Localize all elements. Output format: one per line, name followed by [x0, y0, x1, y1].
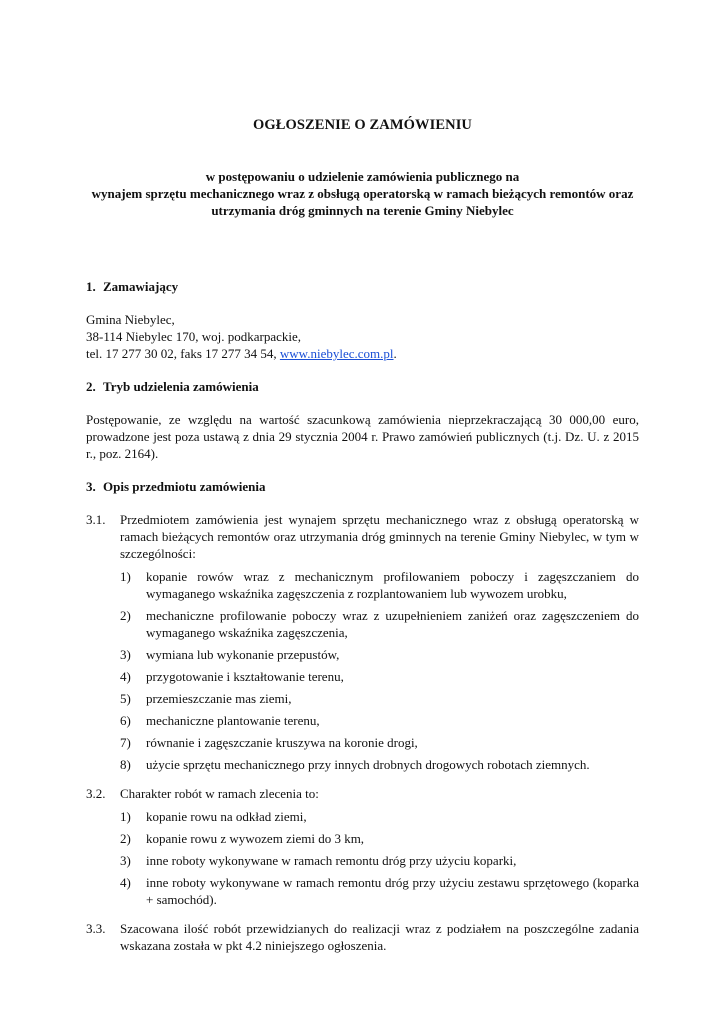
item-number: 3) [120, 647, 131, 662]
item-number: 4) [120, 669, 131, 684]
item-number: 8) [120, 757, 131, 772]
item-number: 7) [120, 735, 131, 750]
document-subtitle [80, 168, 645, 219]
list-item [120, 852, 639, 869]
subsection-text: Charakter robót w ramach zlecenia to: [120, 786, 319, 801]
section-heading-tryb [86, 378, 639, 395]
subtitle-line: utrzymania dróg gminnych na terenie Gminy Niebylec [211, 203, 514, 218]
list-item [120, 646, 639, 663]
subsection-3-2 [86, 785, 639, 913]
item-text: mechaniczne profilowanie poboczy wraz z uzupełnieniem zaniżeń oraz zagęszczeniem do wymaganego wskaźnika zagęszczenia, [146, 608, 639, 640]
subsection-number: 3.2. [86, 786, 106, 801]
section-number: 1. [86, 279, 96, 294]
list-item [120, 712, 639, 729]
procedure-mode-text: Postępowanie, ze względu na wartość szacunkową zamówienia nieprzekraczającą 30 000,00 euro, prowadzone jest poza ustawą z dnia 29 stycznia 2004 r. Prawo zamówień publicznych (t.j. Dz. U. z 2015 r., poz. 2164). [86, 412, 639, 461]
list-item [120, 756, 639, 773]
subsection-text: Szacowana ilość robót przewidzianych do realizacji wraz z podziałem na poszczególne zadania wskazana została w pkt 4.2 niniejszego ogłoszenia. [120, 921, 639, 953]
contact-phone-fax: tel. 17 277 30 02, faks 17 277 34 54, [86, 346, 280, 361]
subsection-number: 3.3. [86, 921, 106, 936]
item-text: inne roboty wykonywane w ramach remontu dróg przy użyciu zestawu sprzętowego (koparka + samochód). [146, 875, 639, 907]
item-text: kopanie rowów wraz z mechanicznym profilowaniem poboczy i zagęszczaniem do wymaganego wskaźnika zagęszczenia z rozplantowaniem lub wywozem urobku, [146, 569, 639, 601]
document-body [86, 278, 639, 967]
list-item [120, 668, 639, 685]
list-item [120, 568, 639, 602]
item-number: 2) [120, 831, 131, 846]
document-title: OGŁOSZENIE O ZAMÓWIENIU [252, 117, 473, 133]
subsection-3-1 [86, 511, 639, 778]
section-title: Opis przedmiotu zamówienia [103, 479, 266, 494]
item-text: przygotowanie i kształtowanie terenu, [146, 669, 344, 684]
contact-line [86, 345, 639, 362]
item-number: 1) [120, 569, 131, 584]
section-heading-zamawiajacy [86, 278, 639, 295]
section-number: 3. [86, 479, 96, 494]
item-number: 4) [120, 875, 131, 890]
subsection-text: Przedmiotem zamówienia jest wynajem sprzętu mechanicznego wraz z obsługą operatorską w ramach bieżących remontów oraz utrzymania dróg gminnych na terenie Gminy Niebylec, w tym w szczególności: [120, 512, 639, 561]
list-item [120, 874, 639, 908]
item-text: wymiana lub wykonanie przepustów, [146, 647, 340, 662]
item-text: równanie i zagęszczanie kruszywa na koronie drogi, [146, 735, 418, 750]
list-item [120, 808, 639, 825]
website-link[interactable]: www.niebylec.com.pl [279, 346, 394, 361]
subsection-3-3 [86, 920, 639, 960]
section-title: Zamawiający [103, 279, 179, 294]
list-item [120, 690, 639, 707]
scope-list [120, 568, 639, 773]
list-item [120, 607, 639, 641]
item-text: przemieszczanie mas ziemi, [146, 691, 292, 706]
item-number: 5) [120, 691, 131, 706]
item-text: kopanie rowu z wywozem ziemi do 3 km, [146, 831, 365, 846]
item-number: 1) [120, 809, 131, 824]
section-title: Tryb udzielenia zamówienia [103, 379, 259, 394]
item-text: kopanie rowu na odkład ziemi, [146, 809, 307, 824]
item-text: użycie sprzętu mechanicznego przy innych drobnych drogowych robotach ziemnych. [146, 757, 590, 772]
list-item [120, 830, 639, 847]
subsection-body [120, 785, 639, 913]
subsection-body [120, 511, 639, 778]
section-number: 2. [86, 379, 96, 394]
item-text: mechaniczne plantowanie terenu, [146, 713, 320, 728]
contracting-authority-address [86, 311, 639, 362]
item-number: 3) [120, 853, 131, 868]
contact-suffix: . [393, 346, 397, 361]
item-number: 2) [120, 608, 131, 623]
address-line: 38-114 Niebylec 170, woj. podkarpackie, [86, 329, 302, 344]
address-line: Gmina Niebylec, [86, 312, 175, 327]
subtitle-line: w postępowaniu o udzielenie zamówienia publicznego na [205, 169, 520, 184]
item-number: 6) [120, 713, 131, 728]
work-type-list [120, 808, 639, 908]
section-heading-opis [86, 478, 639, 495]
list-item [120, 734, 639, 751]
item-text: inne roboty wykonywane w ramach remontu dróg przy użyciu koparki, [146, 853, 517, 868]
subtitle-line: wynajem sprzętu mechanicznego wraz z obsługą operatorską w ramach bieżących remontów oraz [91, 186, 634, 201]
subsection-body [120, 920, 639, 960]
subsection-number: 3.1. [86, 512, 106, 527]
